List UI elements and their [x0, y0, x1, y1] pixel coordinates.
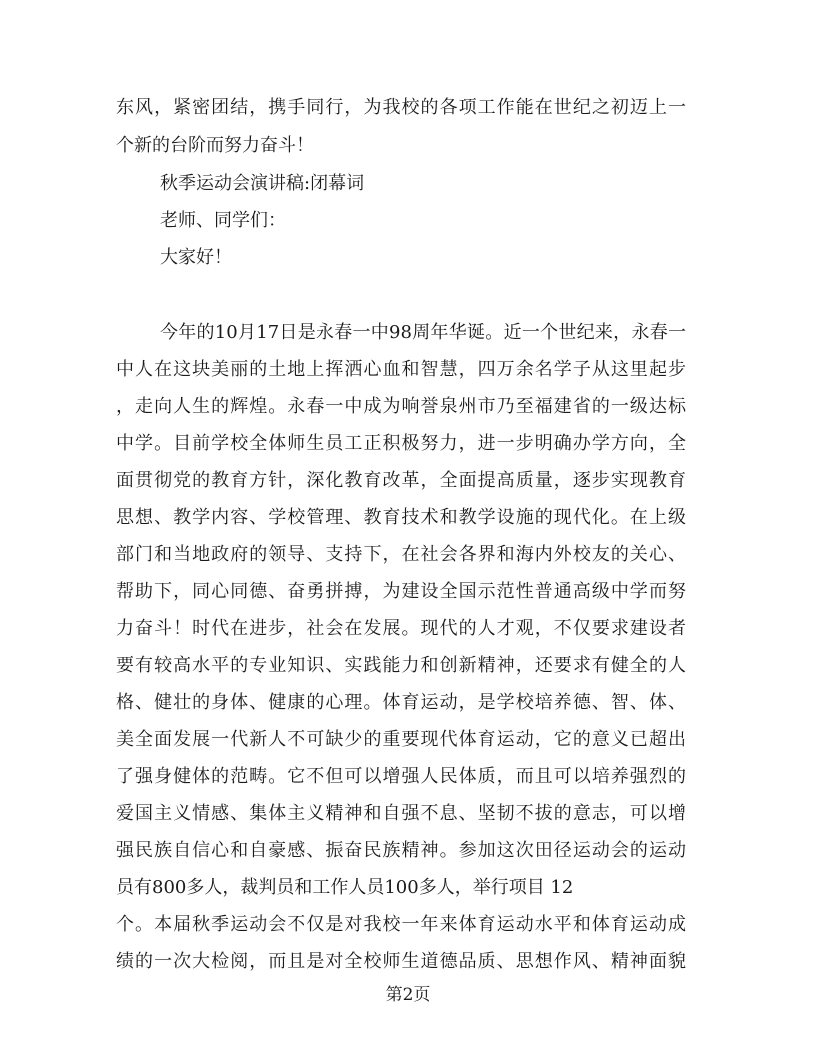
- paragraph-line-1: 今年的10月17日是永春一中98周年华诞。近一个世纪来，永春一: [160, 322, 686, 343]
- paragraph-line-17: 个。本届秋季运动会不仅是对我校一年来体育运动水平和体育运动成: [116, 914, 686, 935]
- paragraph-line-11: 格、健壮的身体、健康的心理。体育运动，是学校培养德、智、体、: [116, 692, 686, 713]
- salutation: 老师、同学们：: [160, 210, 286, 231]
- paragraph-line-13: 了强身健体的范畴。它不但可以增强人民体质，而且可以培养强烈的: [116, 766, 686, 787]
- paragraph-line-9: 力奋斗！时代在进步，社会在发展。现代的人才观，不仅要求建设者: [116, 618, 686, 639]
- greeting: 大家好！: [160, 247, 232, 268]
- paragraph-line-7: 部门和当地政府的领导、支持下，在社会各界和海内外校友的关心、: [116, 544, 686, 565]
- paragraph-line-14: 爱国主义情感、集体主义精神和自强不息、坚韧不拔的意志，可以增: [116, 803, 686, 824]
- paragraph-line-6: 思想、教学内容、学校管理、教育技术和教学设施的现代化。在上级: [116, 507, 686, 528]
- paragraph-line-10: 要有较高水平的专业知识、实践能力和创新精神，还要求有健全的人: [116, 655, 686, 676]
- paragraph-line-16: 员有800多人，裁判员和工作人员100多人，举行项目 12: [116, 877, 574, 898]
- paragraph-line-12: 美全面发展一代新人不可缺少的重要现代体育运动，它的意义已超出: [116, 729, 686, 750]
- text-line-1: 东风，紧密团结，携手同行，为我校的各项工作能在世纪之初迈上一: [116, 97, 686, 118]
- text-line-2: 个新的台阶而努力奋斗！: [116, 135, 314, 156]
- section-heading: 秋季运动会演讲稿:闭幕词: [160, 173, 365, 194]
- paragraph-line-4: 中学。目前学校全体师生员工正积极努力，进一步明确办学方向，全: [116, 433, 686, 454]
- paragraph-line-5: 面贯彻党的教育方针，深化教育改革，全面提高质量，逐步实现教育: [116, 470, 686, 491]
- paragraph-line-3: ，走向人生的辉煌。永春一中成为响誉泉州市乃至福建省的一级达标: [116, 396, 686, 417]
- page-number: 第2页: [385, 985, 431, 1005]
- paragraph-line-2: 中人在这块美丽的土地上挥洒心血和智慧，四万余名学子从这里起步: [116, 359, 686, 380]
- paragraph-line-8: 帮助下，同心同德、奋勇拼搏，为建设全国示范性普通高级中学而努: [116, 581, 686, 602]
- paragraph-line-15: 强民族自信心和自豪感、振奋民族精神。参加这次田径运动会的运动: [116, 840, 686, 861]
- paragraph-line-18: 绩的一次大检阅，而且是对全校师生道德品质、思想作风、精神面貌: [116, 951, 686, 972]
